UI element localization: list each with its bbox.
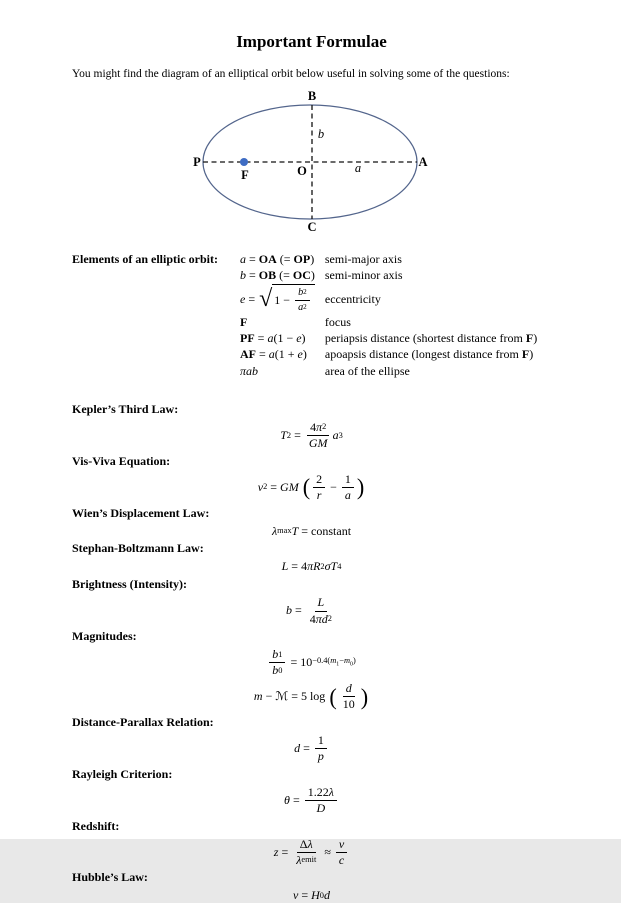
label-C: C — [307, 220, 317, 234]
section-redshift — [72, 819, 551, 868]
section-heading-kepler: Kepler’s Third Law: — [72, 401, 179, 416]
label-B: B — [307, 89, 317, 103]
element-formula: PF = a (1 − e ) — [240, 331, 306, 346]
equation-distance-parallax: d = $\frac{1}{p}$ — [72, 734, 551, 764]
label-A: A — [418, 155, 428, 169]
equation-kepler: T 2 = 4 π 2 GM a 3 — [280, 419, 343, 451]
section-heading-brightness: Brightness (Intensity): — [72, 577, 188, 592]
section-rayleigh — [72, 767, 551, 816]
equation-vis-viva: v 2 = GM ( $\frac{2}{r}$ − $\frac{1}{a}$ ) — [257, 471, 365, 503]
orbit-diagram — [72, 86, 551, 242]
fraction: 4 π 2 GM — [308, 419, 328, 451]
section-heading-stephan-boltzmann: Stephan-Boltzmann Law: — [72, 541, 204, 556]
element-formula: a = OA (= OP ) — [240, 252, 315, 266]
section-heading-magnitudes: Magnitudes: — [72, 629, 137, 643]
element-desc: semi-major axis — [324, 252, 402, 266]
fraction: $\frac{v}{c}$ — [336, 838, 347, 868]
fraction: $\frac{1}{a}$ — [342, 473, 354, 503]
square-root: √ 1 − b 2 a 2 — [259, 284, 315, 313]
equation-stephan-boltzmann: L = 4 πR 2 σT 4 — [281, 559, 342, 574]
section-heading-rayleigh: Rayleigh Criterion: — [72, 766, 173, 781]
section-stephan-boltzmann — [72, 541, 551, 574]
section-vis-viva — [72, 454, 551, 503]
label-semi-major-a: a — [354, 161, 362, 175]
equation-wien: λ max T = constant — [271, 523, 352, 538]
element-desc: semi-minor axis — [324, 268, 403, 283]
equation-hubble: v = H 0 d — [293, 888, 330, 903]
section-heading-hubble: Hubble’s Law: — [72, 870, 148, 885]
element-desc: eccentricity — [324, 291, 381, 306]
element-desc: apoapsis distance (longest distance from F ) — [324, 347, 534, 362]
fraction: $\frac{d}{10}$ — [342, 680, 355, 712]
element-formula: πab — [240, 363, 259, 378]
label-P: P — [193, 155, 201, 169]
element-desc: periapsis distance (shortest distance from F ) — [324, 331, 538, 346]
fraction: $\frac{1}{p}$ — [315, 734, 327, 764]
label-semi-minor-b: b — [317, 127, 325, 141]
section-heading-distance-parallax: Distance-Parallax Relation: — [72, 714, 214, 729]
equation-rayleigh: θ = 1.22 λ D — [72, 786, 551, 816]
equation-brightness: b = L 4 πd 2 — [72, 596, 551, 626]
elements-heading: Elements of an elliptic orbit: — [72, 252, 218, 266]
section-heading-vis-viva: Vis-Viva Equation: — [72, 453, 171, 468]
fraction: L 4 πd 2 — [309, 595, 332, 626]
section-brightness — [72, 577, 551, 626]
element-formula: b = OB (= OC ) — [240, 268, 315, 283]
section-heading-redshift: Redshift: — [72, 818, 120, 833]
elements-rows — [240, 252, 537, 378]
section-heading-wien: Wien’s Displacement Law: — [72, 505, 210, 520]
equation-magnitudes: b 1 b 0 = 10 $-0.4(m_1-m_0)$ — [72, 648, 551, 678]
label-F: F — [241, 168, 249, 182]
fraction: b 1 b 0 — [269, 648, 285, 678]
fraction: Δ λ λ emit — [296, 836, 317, 867]
section-hubble — [72, 870, 551, 903]
page-title: Important Formulae — [236, 32, 387, 51]
label-O: O — [297, 164, 307, 178]
formula-sections — [72, 402, 551, 903]
equation-magnitudes: m − ℳ = 5 log ( $\frac{d}{10}$ ) — [253, 680, 369, 712]
element-formula: AF = a (1 + e ) — [240, 347, 307, 362]
focus-dot — [240, 158, 248, 166]
element-formula: e = √ 1 − b 2 a 2 — [240, 284, 315, 313]
section-kepler — [72, 402, 551, 451]
section-wien — [72, 506, 551, 539]
elements-block — [72, 252, 551, 378]
intro-text: You might find the diagram of an elliptical orbit below useful in solving some of the questions: — [72, 68, 510, 80]
fraction: b 2 a 2 — [295, 287, 310, 313]
fraction: 1.22 λ D — [305, 786, 337, 816]
element-formula: F — [240, 315, 248, 330]
equation-redshift: z = Δ λ λ emit ≈ $\frac{v}{c}$ — [72, 838, 551, 868]
section-distance-parallax — [72, 715, 551, 764]
fraction: $\frac{2}{r}$ — [313, 473, 325, 503]
element-desc: area of the ellipse — [324, 363, 410, 378]
section-magnitudes — [72, 629, 551, 712]
element-desc: focus — [324, 315, 351, 330]
